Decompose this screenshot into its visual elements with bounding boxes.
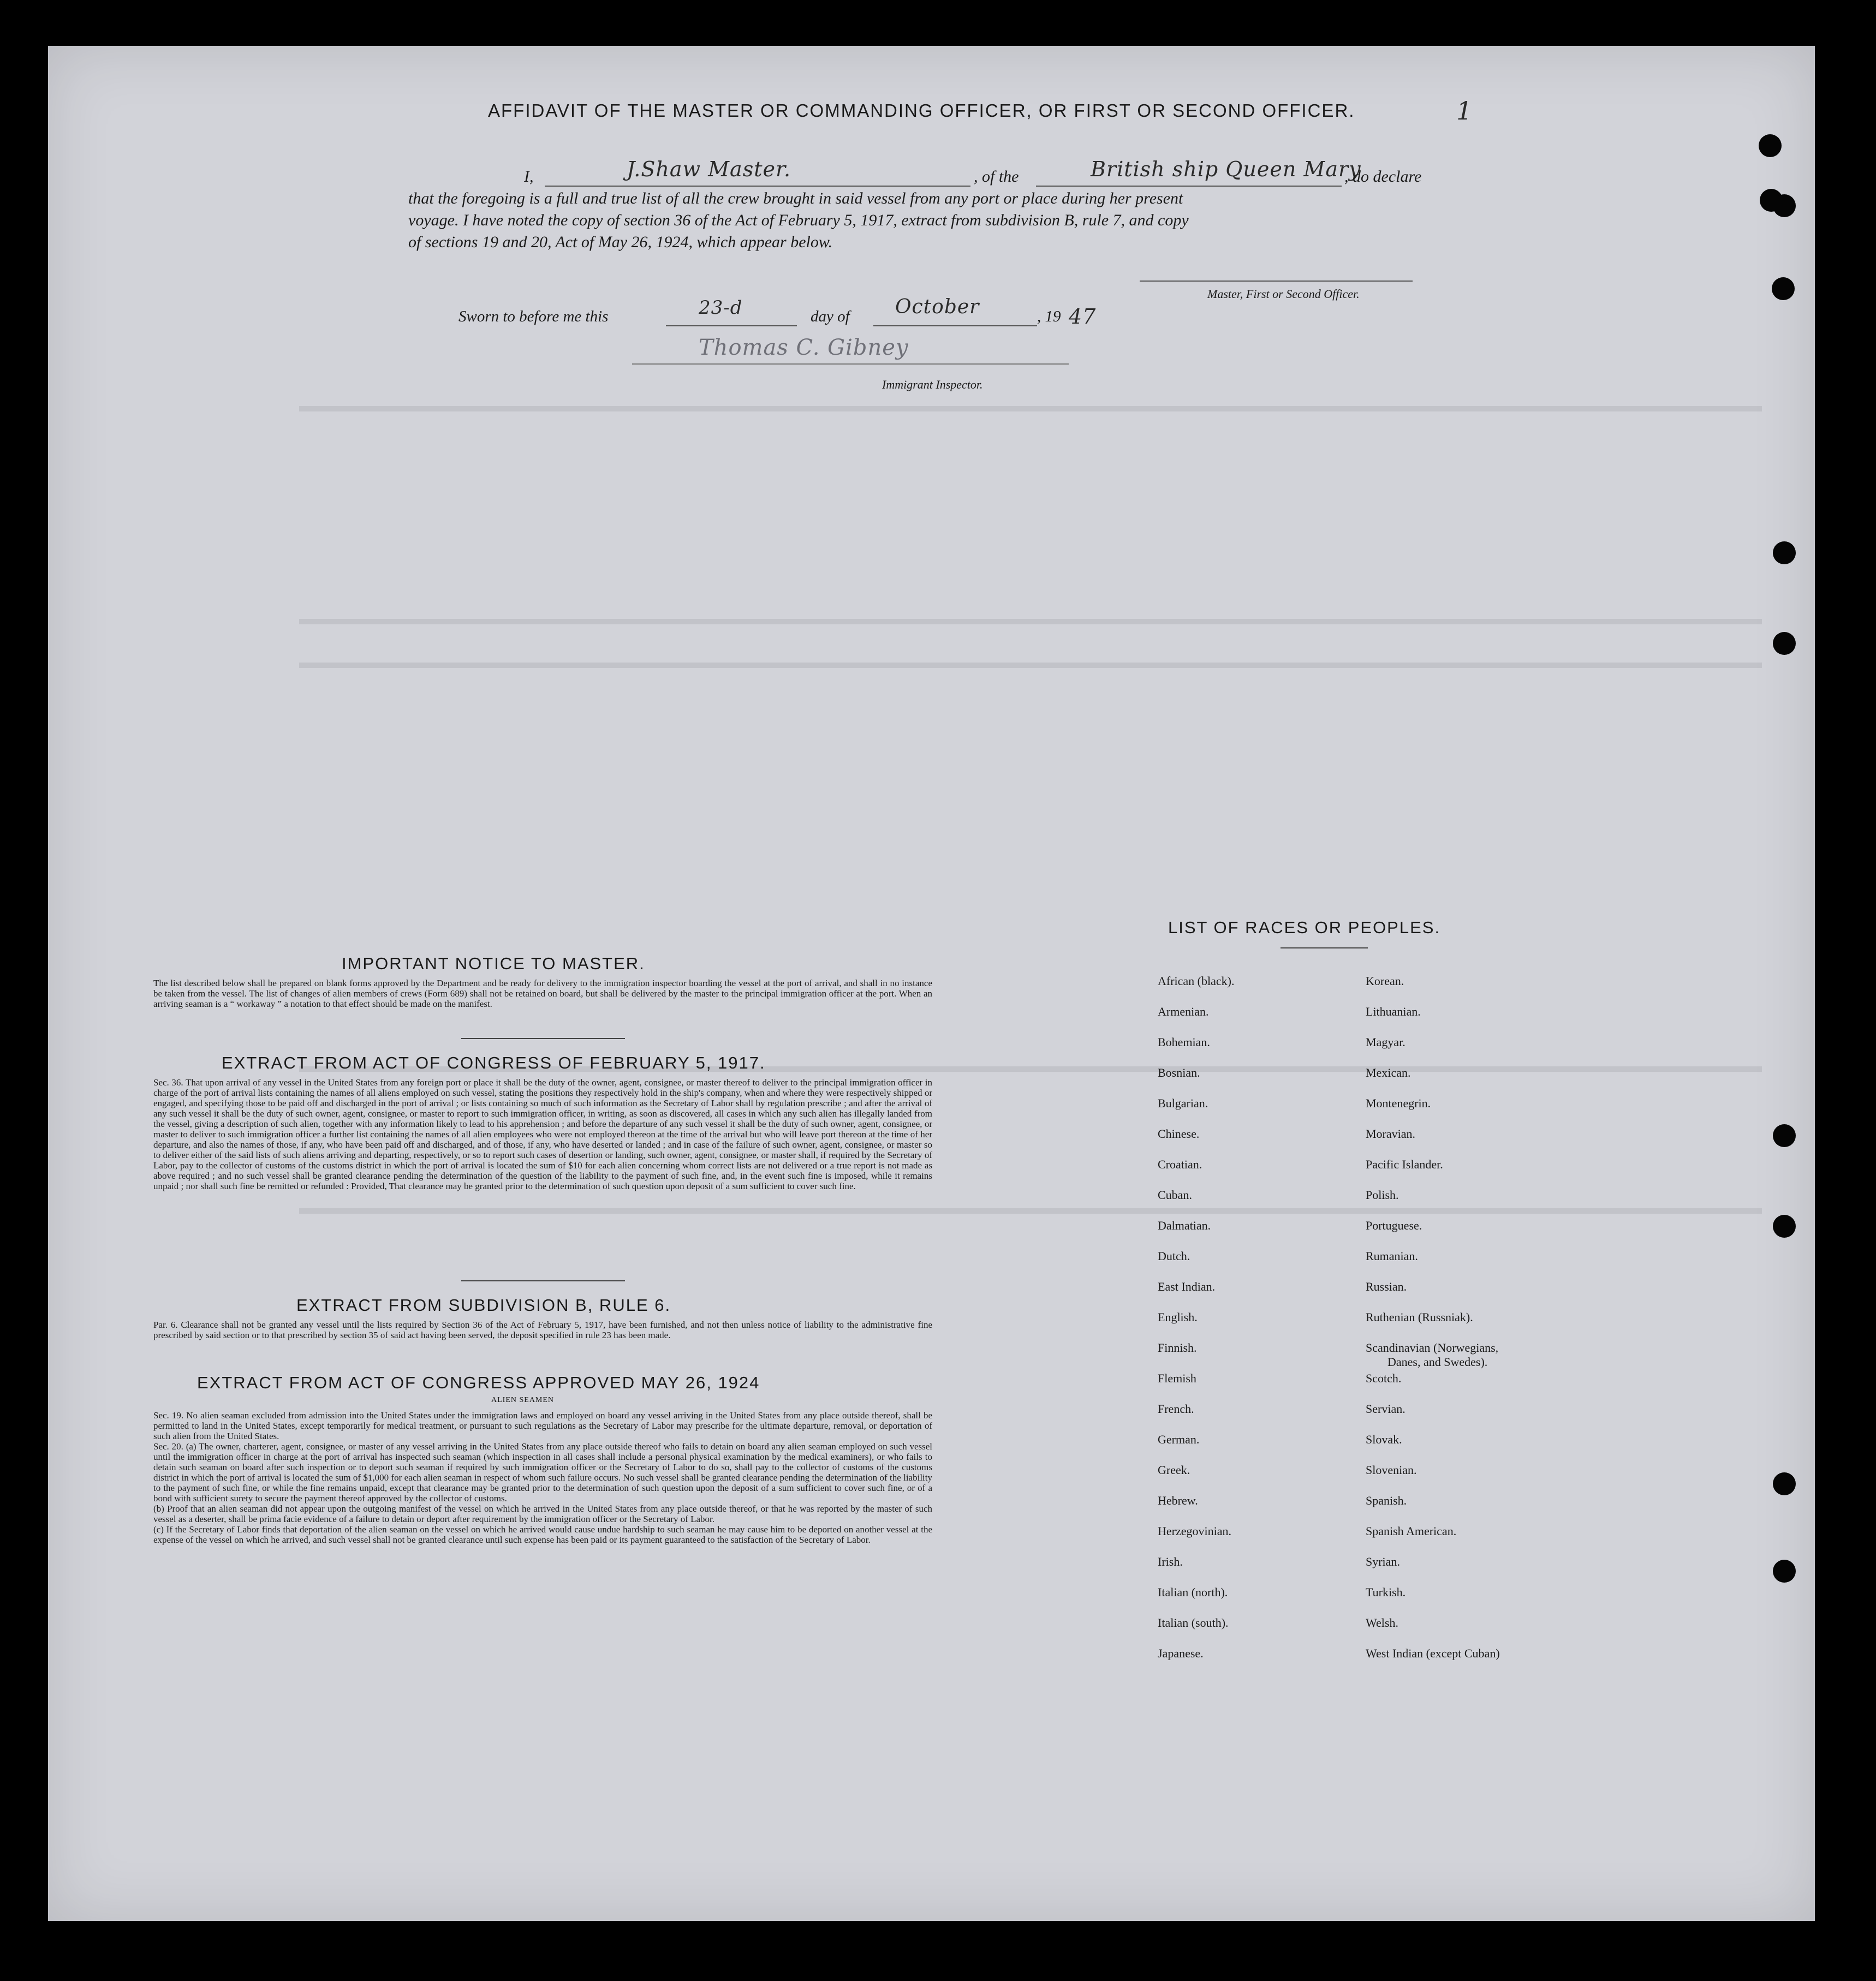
race-item: Mexican. (1366, 1066, 1411, 1079)
punch-hole (1773, 194, 1796, 217)
race-item: Scotch. (1366, 1371, 1402, 1385)
extract-1924-title: EXTRACT FROM ACT OF CONGRESS APPROVED MAY 26, 1924 (197, 1373, 760, 1392)
handwritten-year: 47 (1069, 305, 1097, 329)
race-item: Polish. (1366, 1188, 1399, 1202)
document-sheet (48, 46, 1815, 1921)
race-item: Moravian. (1366, 1127, 1416, 1141)
race-item: Welsh. (1366, 1616, 1398, 1630)
extract-1917-body: Sec. 36. That upon arrival of any vessel in the United States from any foreign port or place it shall be the duty of the owner, agent, consignee, or master thereof to deliver to the principal immigration officer in charge of the port of arrival lists containing the names of all aliens employed on such vessel, stating the positions they respectively hold in the ship's company, when and where they were respectively shipped or engaged, and specifying those to be paid off and discharged in the port of arrival ; or lists containing so much of such information as the Secretary of Labor shall by regulation prescribe ; and after the arrival of any such vessel it shall be the duty of such owner, agent, consignee, or master to report to such immigration officer, in writing, as soon as discovered, all cases in which any such alien has illegally landed from the vessel, giving a description of such alien, together with any information likely to lead to his apprehension ; and before the departure of any such vessel it shall be the duty of such owner, agent, consignee, or master to deliver to such immigration officer a further list containing the names of all alien employees who were not employed thereon at the time of the arrival but who will leave port thereon at the time of her departure, and also the names of those, if any, who have been paid off and discharged, and of those, if any, who have deserted or landed ; and in case of the failure of such owner, agent, consignee, or master so to deliver either of the said lists of such aliens arriving and departing, respectively, or so to report such cases of desertion or landing, such owner, agent, consignee, or master shall, if required by the Secretary of Labor, pay to the collector of customs of the customs district in which the port of arrival is located the sum of $10 for each alien concerning whom correct lists are not delivered or a true report is not made as above required ; and no such vessel shall be granted clearance pending the determination of the question of the liability to the payment of such fine, and, in the event such fine is imposed, while it remains unpaid ; nor shall such fine be remitted or refunded : Provided, That clearance may be granted prior to the determination of such question upon deposit of a sum sufficient to cover such fine. (153, 1077, 932, 1191)
race-item: Greek. (1158, 1463, 1190, 1477)
race-item: Spanish American. (1366, 1524, 1457, 1538)
race-item: Russian. (1366, 1280, 1407, 1293)
race-item: Japanese. (1158, 1646, 1204, 1660)
affidavit-line-3: voyage. I have noted the copy of section 36 of the Act of February 5, 1917, extract from subdivision B, rule 7, and copy (408, 211, 1189, 229)
race-item: Irish. (1158, 1555, 1183, 1568)
race-item: West Indian (except Cuban) (1366, 1646, 1500, 1660)
races-right-column (1366, 966, 1606, 1669)
races-title-underline (1281, 947, 1368, 948)
punch-hole (1773, 1472, 1796, 1495)
race-item: Turkish. (1366, 1585, 1406, 1599)
month-underline (873, 325, 1037, 326)
race-item: Spanish. (1366, 1494, 1407, 1507)
race-item: Cuban. (1158, 1188, 1192, 1202)
extract-1917-title: EXTRACT FROM ACT OF CONGRESS OF FEBRUARY 5, 1917. (222, 1053, 766, 1072)
race-item: Bulgarian. (1158, 1096, 1208, 1110)
day-underline (666, 325, 797, 326)
race-item: English. (1158, 1310, 1198, 1324)
race-item-continuation: Danes, and Swedes). (1387, 1355, 1488, 1369)
races-title: LIST OF RACES OR PEOPLES. (1168, 918, 1441, 937)
race-item: Armenian. (1158, 1005, 1209, 1018)
affidavit-of-the: , of the (974, 168, 1019, 186)
race-item: German. (1158, 1433, 1200, 1446)
punch-hole (1773, 1124, 1796, 1147)
race-item: Magyar. (1366, 1035, 1405, 1049)
sec-20a-paragraph: Sec. 20. (a) The owner, charterer, agent, consignee, or master of any vessel arriving in the United States from any place outside thereof who fails to detain on board any alien seaman employed on such vessel until the immigration officer in charge at the port of arrival has inspected such seaman (which inspection in all cases shall include a personal physical examination by the medical examiners), or who fails to detain such seaman on board after such inspection or to deport such seaman if required by such immigration officer or the Secretary of Labor to do so, shall pay to the collector of customs of the customs district in which the port of arrival is located the sum of $1,000 for each alien seaman in respect of whom such failure occurs. No such vessel shall be granted clearance pending the determination of the liability to the payment of such fine, or while the fine remains unpaid, except that clearance may be granted prior to the determination of such question upon the deposit of a sum sufficient to cover such fine, or of a bond with sufficient surety to secure the payment thereof approved by the collector of customs. (153, 1441, 932, 1503)
rule-6-body: Par. 6. Clearance shall not be granted any vessel until the lists required by Section 36 of the Act of February 5, 1917, have been furnished, and not then unless notice of liability to the administrative fine prescribed by said section or to that prescribed by section 35 of said act having been served, the deposit specified in rule 23 has been made. (153, 1320, 932, 1340)
master-signature-line (1140, 281, 1413, 282)
extract-1924-body (153, 1410, 932, 1545)
race-item: African (black). (1158, 974, 1235, 988)
name-underline (545, 186, 970, 187)
sworn-year-prefix: , 19 (1037, 308, 1061, 325)
race-item: Bosnian. (1158, 1066, 1200, 1079)
race-item: Servian. (1366, 1402, 1405, 1416)
affidavit-line-4: of sections 19 and 20, Act of May 26, 1924, which appear below. (408, 233, 833, 251)
master-signature-label: Master, First or Second Officer. (1207, 287, 1360, 301)
affidavit-do-declare: , do declare (1344, 168, 1422, 186)
race-item: Syrian. (1366, 1555, 1400, 1568)
race-item: Slovak. (1366, 1433, 1402, 1446)
bleed-through-line (299, 663, 1762, 668)
race-item: Ruthenian (Russniak). (1366, 1310, 1473, 1324)
race-item: Italian (north). (1158, 1585, 1228, 1599)
race-item: Pacific Islander. (1366, 1157, 1443, 1171)
bleed-through-line (299, 406, 1762, 411)
extract-1924-subtitle: ALIEN SEAMEN (491, 1396, 555, 1404)
inspector-label: Immigrant Inspector. (882, 378, 983, 391)
handwritten-master-name: J.Shaw Master. (627, 157, 791, 181)
handwritten-day: 23-d (699, 297, 743, 319)
race-item: Finnish. (1158, 1341, 1197, 1355)
race-item: Portuguese. (1366, 1219, 1422, 1232)
affidavit-i-label: I, (524, 168, 534, 186)
race-item: Lithuanian. (1366, 1005, 1421, 1018)
vessel-underline (1036, 186, 1342, 187)
punch-hole (1773, 632, 1796, 655)
race-item-scandinavian (1366, 1333, 1606, 1369)
race-item: East Indian. (1158, 1280, 1216, 1293)
punch-hole (1772, 277, 1795, 300)
bleed-through-line (299, 619, 1762, 624)
race-item: Scandinavian (Norwegians, (1366, 1341, 1499, 1355)
race-item: Korean. (1366, 974, 1404, 988)
race-item: Croatian. (1158, 1157, 1202, 1171)
sec-19-paragraph: Sec. 19. No alien seaman excluded from admission into the United States under the immigration laws and employed on board any vessel arriving in the United States from any place outside thereof, shall be permitted to land in the United States, except temporarily for medical treatment, or pursuant to such regulations as the Secretary of Labor may prescribe for the ultimate departure, removal, or deportation of such alien from the United States. (153, 1410, 932, 1441)
sworn-day-of: day of (811, 308, 850, 325)
race-item: Flemish (1158, 1371, 1196, 1385)
race-item: Herzegovinian. (1158, 1524, 1231, 1538)
sec-20b-paragraph: (b) Proof that an alien seaman did not appear upon the outgoing manifest of the vessel on which he arrived in the United States from any place outside thereof, or that he was reported by the master of such vessel as a deserter, shall be prima facie evidence of a failure to detain or deport after requirement by the immigration officer or the Secretary of Labor. (153, 1503, 932, 1524)
rule-6-title: EXTRACT FROM SUBDIVISION B, RULE 6. (296, 1296, 671, 1315)
race-item: Montenegrin. (1366, 1096, 1431, 1110)
handwritten-vessel-name: British ship Queen Mary (1091, 157, 1361, 181)
handwritten-inspector-signature: Thomas C. Gibney (699, 335, 909, 360)
section-divider (461, 1038, 625, 1039)
inspector-signature-line (632, 363, 1069, 365)
race-item: French. (1158, 1402, 1194, 1416)
punch-hole (1773, 1560, 1796, 1583)
handwritten-month: October (895, 296, 980, 318)
race-item: Slovenian. (1366, 1463, 1417, 1477)
affidavit-title: AFFIDAVIT OF THE MASTER OR COMMANDING OFFICER, OR FIRST OR SECOND OFFICER. (488, 100, 1355, 121)
punch-hole (1759, 134, 1782, 157)
punch-hole (1773, 541, 1796, 564)
race-item: Bohemian. (1158, 1035, 1210, 1049)
race-item: Dutch. (1158, 1249, 1190, 1263)
race-item: Rumanian. (1366, 1249, 1418, 1263)
notice-title: IMPORTANT NOTICE TO MASTER. (342, 954, 645, 973)
race-item: Italian (south). (1158, 1616, 1229, 1630)
affidavit-line-2: that the foregoing is a full and true list of all the crew brought in said vessel from any port or place during her present (408, 189, 1183, 207)
sworn-prefix: Sworn to before me this (458, 308, 609, 325)
punch-hole (1773, 1215, 1796, 1238)
section-divider (461, 1280, 625, 1281)
race-item: Chinese. (1158, 1127, 1200, 1141)
race-item: Hebrew. (1158, 1494, 1198, 1507)
notice-body: The list described below shall be prepared on blank forms approved by the Department and be ready for delivery to the immigration inspector boarding the vessel at the port of arrival, and shall in no instance be taken from the vessel. The list of changes of alien members of crews (Form 689) shall not be retained on board, but shall be delivered by the master to the principal immigration officer at the port. When an arriving seaman is a “ workaway ” a notation to that effect should be made on the manifest. (153, 978, 932, 1009)
sec-20c-paragraph: (c) If the Secretary of Labor finds that deportation of the alien seaman on the vessel on which he arrived would cause undue hardship to such seaman he may cause him to be deported on another vessel at the expense of the vessel on which he arrived, and such vessel shall not be granted clearance until such expense has been paid or its payment guaranteed to the satisfaction of the Secretary of Labor. (153, 1524, 932, 1545)
races-left-column (1158, 966, 1360, 1669)
page-number-mark: 1 (1456, 96, 1473, 126)
race-item: Dalmatian. (1158, 1219, 1211, 1232)
